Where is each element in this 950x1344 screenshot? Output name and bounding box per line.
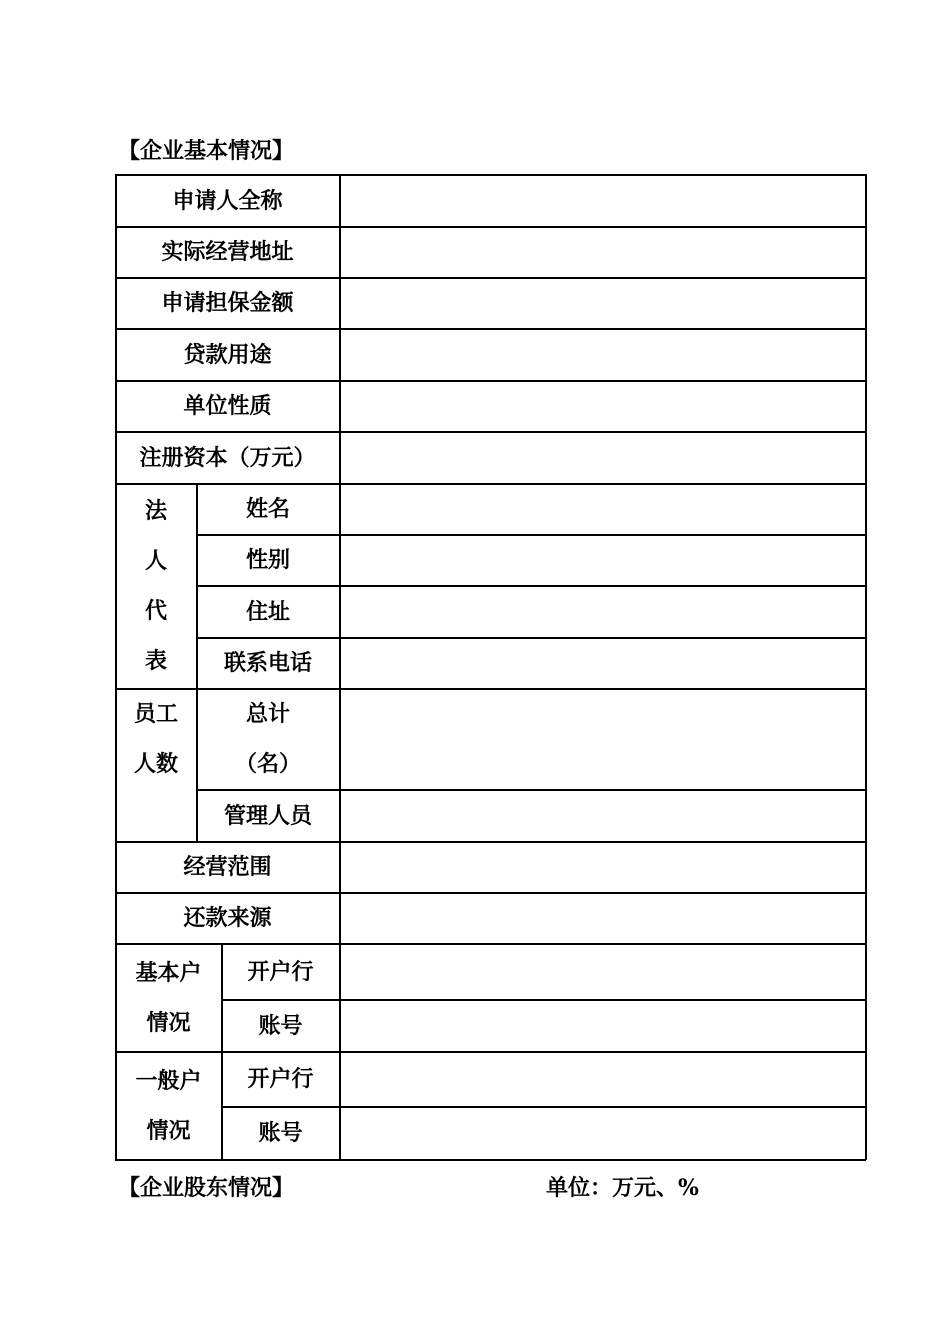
- label-legal-rep-gender: 性别: [245, 547, 290, 573]
- section-title-basic-info: 【企业基本情况】: [118, 138, 295, 164]
- section-title-shareholders: 【企业股东情况】: [118, 1175, 295, 1201]
- value-basic-account-number[interactable]: [341, 1000, 865, 1051]
- value-legal-rep-phone[interactable]: [341, 638, 865, 688]
- label-basic-account-group: 基本户 情况: [135, 959, 202, 1036]
- label-general-account-number: 账号: [258, 1120, 303, 1146]
- label-business-address: 实际经营地址: [161, 239, 294, 265]
- label-general-account-group: 一般户 情况: [135, 1067, 202, 1144]
- unit-note: 单位：万元、%: [546, 1175, 699, 1201]
- value-general-account-number[interactable]: [341, 1107, 865, 1159]
- value-business-address[interactable]: [341, 227, 865, 277]
- label-loan-purpose: 贷款用途: [183, 341, 272, 368]
- label-basic-account-number: 账号: [258, 1012, 303, 1039]
- label-legal-rep-name: 姓名: [245, 496, 290, 522]
- label-general-account-bank: 开户行: [247, 1066, 314, 1092]
- value-legal-rep-gender[interactable]: [341, 535, 865, 585]
- value-employees-total[interactable]: [341, 689, 865, 789]
- value-legal-rep-address[interactable]: [341, 586, 865, 637]
- label-registered-capital: 注册资本（万元）: [139, 444, 316, 471]
- label-employees-managers: 管理人员: [223, 802, 312, 829]
- label-employees-group: 员工 人数: [133, 701, 178, 777]
- value-business-scope[interactable]: [341, 842, 865, 892]
- label-repayment-source: 还款来源: [183, 905, 272, 931]
- label-employees-total: 总计 （名）: [234, 701, 301, 777]
- value-applicant-name[interactable]: [341, 175, 865, 226]
- label-guarantee-amount: 申请担保金额: [161, 290, 294, 316]
- label-unit-nature: 单位性质: [183, 393, 272, 419]
- label-applicant-name: 申请人全称: [172, 187, 283, 214]
- label-basic-account-bank: 开户行: [247, 958, 314, 985]
- label-legal-rep-address: 住址: [245, 598, 290, 625]
- label-legal-rep-group: 法 人 代 表: [144, 498, 167, 674]
- label-business-scope: 经营范围: [183, 854, 272, 880]
- value-employees-managers[interactable]: [341, 790, 865, 841]
- label-legal-rep-phone: 联系电话: [223, 650, 312, 676]
- value-general-account-bank[interactable]: [341, 1052, 865, 1106]
- value-registered-capital[interactable]: [341, 432, 865, 483]
- value-repayment-source[interactable]: [341, 893, 865, 943]
- value-loan-purpose[interactable]: [341, 329, 865, 380]
- value-basic-account-bank[interactable]: [341, 944, 865, 999]
- value-unit-nature[interactable]: [341, 381, 865, 431]
- value-legal-rep-name[interactable]: [341, 484, 865, 534]
- value-guarantee-amount[interactable]: [341, 278, 865, 328]
